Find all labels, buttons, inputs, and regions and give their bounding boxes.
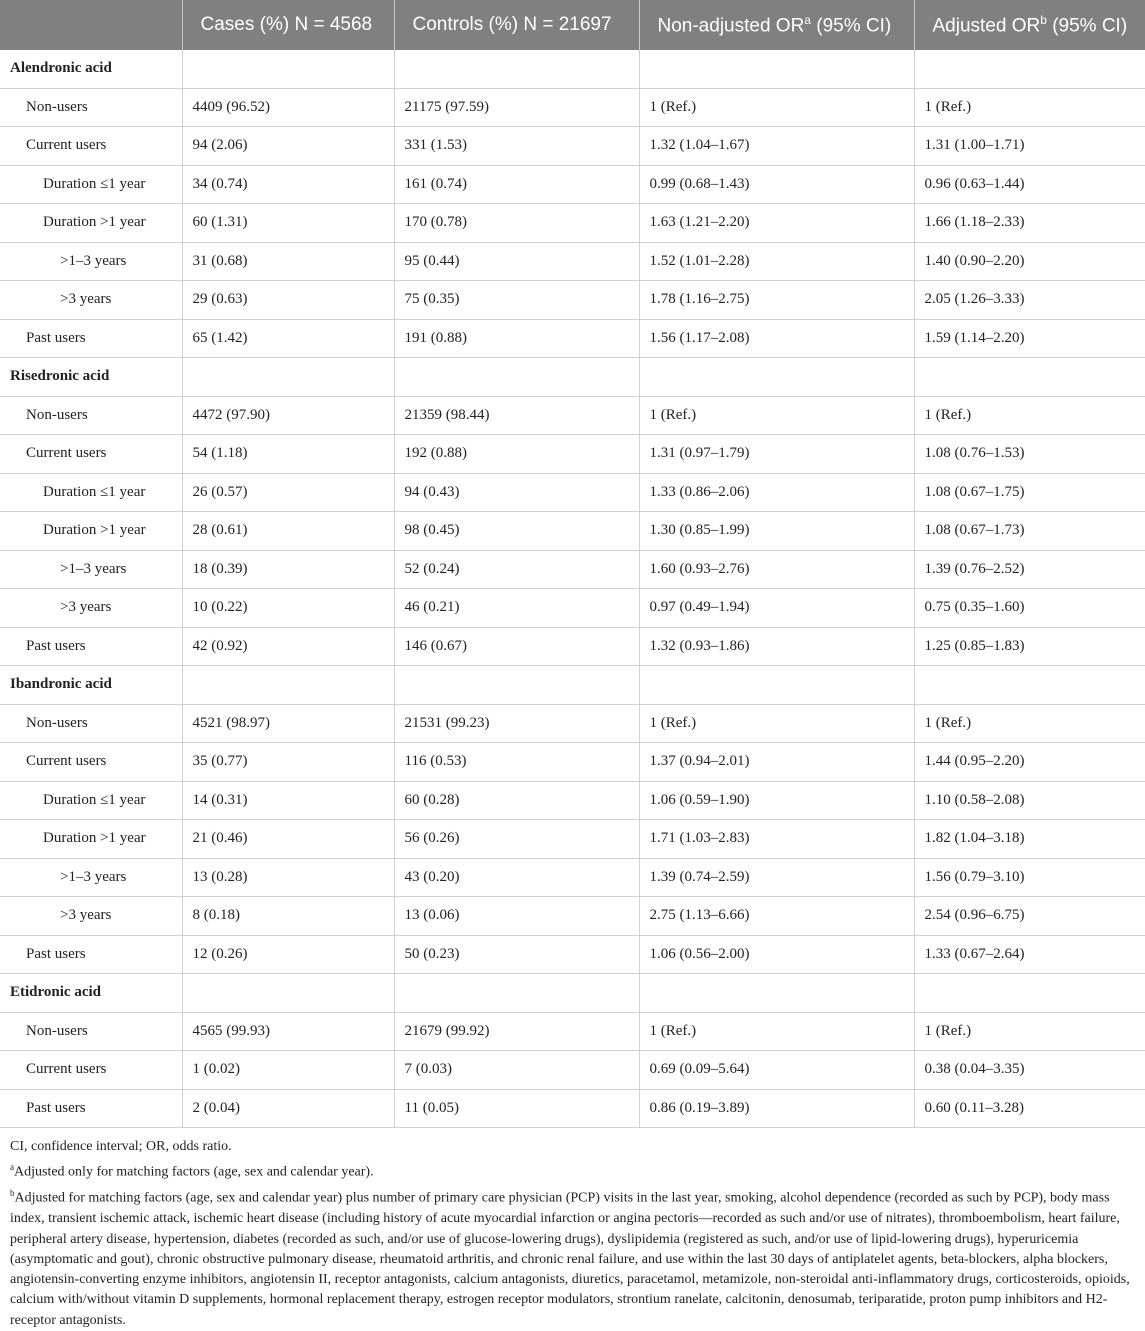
table-row [0, 242, 1145, 281]
cell-adjusted-or: 2.05 (1.26–3.33) [914, 281, 1145, 320]
cell-controls: 191 (0.88) [394, 319, 639, 358]
table-row [0, 858, 1145, 897]
cell-controls: 11 (0.05) [394, 1089, 639, 1128]
cell-nonadjusted-or: 1.37 (0.94–2.01) [639, 743, 914, 782]
header-adjusted-or: Adjusted $OR^b$ (95% CI) [914, 0, 1145, 50]
cell-adjusted-or: 1.44 (0.95–2.20) [914, 743, 1145, 782]
cell-adjusted-or: 1 (Ref.) [914, 1012, 1145, 1051]
row-label: Current users [0, 1051, 182, 1090]
row-label: Non-users [0, 704, 182, 743]
cell-controls: 94 (0.43) [394, 473, 639, 512]
cell-nonadjusted-or [639, 50, 914, 88]
table-row [0, 704, 1145, 743]
cell-nonadjusted-or: 1 (Ref.) [639, 704, 914, 743]
cell-cases [182, 358, 394, 397]
row-label: Past users [0, 627, 182, 666]
cell-cases: 8 (0.18) [182, 897, 394, 936]
footnotes [0, 1128, 1145, 1331]
row-label: Duration >1 year [0, 204, 182, 243]
cell-nonadjusted-or: 1.06 (0.59–1.90) [639, 781, 914, 820]
cell-nonadjusted-or: 1 (Ref.) [639, 88, 914, 127]
cell-controls: 116 (0.53) [394, 743, 639, 782]
cell-controls: 7 (0.03) [394, 1051, 639, 1090]
row-label: Current users [0, 435, 182, 474]
section-header-row [0, 666, 1145, 705]
cell-nonadjusted-or: 1.30 (0.85–1.99) [639, 512, 914, 551]
cell-controls: 192 (0.88) [394, 435, 639, 474]
table-row [0, 319, 1145, 358]
cell-adjusted-or: 1 (Ref.) [914, 704, 1145, 743]
row-label: Ibandronic acid [0, 666, 182, 705]
cell-adjusted-or: 1.59 (1.14–2.20) [914, 319, 1145, 358]
table-row [0, 435, 1145, 474]
cell-cases: 29 (0.63) [182, 281, 394, 320]
table-row [0, 1051, 1145, 1090]
table-row [0, 512, 1145, 551]
cell-nonadjusted-or: 1.31 (0.97–1.79) [639, 435, 914, 474]
row-label: Non-users [0, 88, 182, 127]
table-row [0, 1012, 1145, 1051]
cell-cases: 65 (1.42) [182, 319, 394, 358]
row-label: Duration ≤1 year [0, 473, 182, 512]
table-body [0, 50, 1145, 1128]
table-row [0, 281, 1145, 320]
cell-controls: 21359 (98.44) [394, 396, 639, 435]
cell-nonadjusted-or: 0.99 (0.68–1.43) [639, 165, 914, 204]
row-label: Current users [0, 743, 182, 782]
cell-nonadjusted-or: 0.86 (0.19–3.89) [639, 1089, 914, 1128]
table-row [0, 820, 1145, 859]
cell-controls: 98 (0.45) [394, 512, 639, 551]
section-header-row [0, 974, 1145, 1013]
header-cases: Cases (%) N = 4568 [182, 0, 394, 50]
row-label: Duration ≤1 year [0, 165, 182, 204]
row-label: Duration ≤1 year [0, 781, 182, 820]
row-label: >3 years [0, 897, 182, 936]
cell-adjusted-or: 0.60 (0.11–3.28) [914, 1089, 1145, 1128]
cell-nonadjusted-or: 1.33 (0.86–2.06) [639, 473, 914, 512]
section-header-row [0, 358, 1145, 397]
cell-controls [394, 974, 639, 1013]
cell-controls: 43 (0.20) [394, 858, 639, 897]
cell-adjusted-or: 1.25 (0.85–1.83) [914, 627, 1145, 666]
cell-nonadjusted-or: 1.32 (1.04–1.67) [639, 127, 914, 166]
cell-nonadjusted-or [639, 358, 914, 397]
cell-nonadjusted-or: 0.69 (0.09–5.64) [639, 1051, 914, 1090]
cell-cases: 54 (1.18) [182, 435, 394, 474]
table-row [0, 396, 1145, 435]
row-label: Non-users [0, 1012, 182, 1051]
cell-controls: 52 (0.24) [394, 550, 639, 589]
row-label: Risedronic acid [0, 358, 182, 397]
cell-nonadjusted-or: 0.97 (0.49–1.94) [639, 589, 914, 628]
row-label: >3 years [0, 589, 182, 628]
cell-controls: 161 (0.74) [394, 165, 639, 204]
cell-cases: 42 (0.92) [182, 627, 394, 666]
cell-nonadjusted-or: 1.60 (0.93–2.76) [639, 550, 914, 589]
cell-controls [394, 50, 639, 88]
cell-adjusted-or: 1.66 (1.18–2.33) [914, 204, 1145, 243]
cell-cases: 10 (0.22) [182, 589, 394, 628]
cell-cases: 31 (0.68) [182, 242, 394, 281]
cell-adjusted-or: 1.33 (0.67–2.64) [914, 935, 1145, 974]
cell-adjusted-or [914, 974, 1145, 1013]
table-row [0, 88, 1145, 127]
footnote-a: $^a$Adjusted only for matching factors (age, sex and calendar year). [10, 1162, 374, 1180]
cell-nonadjusted-or: 1.71 (1.03–2.83) [639, 820, 914, 859]
cell-nonadjusted-or: 1.06 (0.56–2.00) [639, 935, 914, 974]
table-row [0, 1089, 1145, 1128]
cell-controls: 46 (0.21) [394, 589, 639, 628]
cell-cases: 4409 (96.52) [182, 88, 394, 127]
cell-adjusted-or: 1.10 (0.58–2.08) [914, 781, 1145, 820]
cell-controls: 56 (0.26) [394, 820, 639, 859]
cell-nonadjusted-or [639, 974, 914, 1013]
cell-controls [394, 358, 639, 397]
table-row [0, 204, 1145, 243]
cell-adjusted-or: 1 (Ref.) [914, 396, 1145, 435]
row-label: >1–3 years [0, 242, 182, 281]
cell-cases: 2 (0.04) [182, 1089, 394, 1128]
table-row [0, 550, 1145, 589]
cell-cases: 35 (0.77) [182, 743, 394, 782]
cell-adjusted-or: 1.08 (0.67–1.73) [914, 512, 1145, 551]
cell-controls: 50 (0.23) [394, 935, 639, 974]
cell-adjusted-or: 1.08 (0.67–1.75) [914, 473, 1145, 512]
cell-adjusted-or: 1.40 (0.90–2.20) [914, 242, 1145, 281]
row-label: Non-users [0, 396, 182, 435]
table-row [0, 473, 1145, 512]
row-label: Duration >1 year [0, 512, 182, 551]
table-row [0, 743, 1145, 782]
cell-cases: 21 (0.46) [182, 820, 394, 859]
cell-controls: 13 (0.06) [394, 897, 639, 936]
cell-adjusted-or: 2.54 (0.96–6.75) [914, 897, 1145, 936]
cell-cases [182, 974, 394, 1013]
cell-adjusted-or: 1.08 (0.76–1.53) [914, 435, 1145, 474]
row-label: Past users [0, 319, 182, 358]
table-row [0, 127, 1145, 166]
table-header-row [0, 0, 1145, 50]
cell-controls [394, 666, 639, 705]
footnote-b: $^b$Adjusted for matching factors (age, sex and calendar year) plus number of primary care physician (PCP) visits in the last year, smoking, alcohol dependence (recorded as such by PCP), body mass index, transient ischemic attack, ischemic heart disease (including history of acute myocardial infarction or angina pectoris—recorded as such and/or use of nitrates), thromboembolism, heart failure, peripheral artery disease, hypertension, diabetes (recorded as such, and/or use of glucose-lowering drugs), dyslipidemia (registered as such, and/or use of lipid-lowering drugs), hyperuricemia (asymptomatic and gout), chronic obstructive pulmonary disease, rheumatoid arthritis, and chronic renal failure, and use within the last 30 days of antiplatelet agents, beta-blockers, alpha blockers, angiotensin-converting enzyme inhibitors, angiotensin II, receptor antagonists, calcium antagonists, diuretics, paracetamol, metamizole, non-steroidal anti-inflammatory drugs, corticosteroids, opioids, calcium with/without vitamin D supplements, hormonal replacement therapy, estrogen receptor modulators, strontium ranelate, calcitonin, denosumab, teriparatide, proton pump inhibitors and H2-receptor antagonists. [10, 1188, 1130, 1328]
cell-cases: 60 (1.31) [182, 204, 394, 243]
cell-adjusted-or [914, 358, 1145, 397]
row-label: Current users [0, 127, 182, 166]
cell-cases: 4565 (99.93) [182, 1012, 394, 1051]
cell-adjusted-or: 1.39 (0.76–2.52) [914, 550, 1145, 589]
header-nonadjusted-or: Non-adjusted $OR^a$ (95% CI) [639, 0, 914, 50]
row-label: Past users [0, 1089, 182, 1128]
cell-controls: 21175 (97.59) [394, 88, 639, 127]
row-label: >1–3 years [0, 858, 182, 897]
cell-cases: 1 (0.02) [182, 1051, 394, 1090]
cell-cases: 4472 (97.90) [182, 396, 394, 435]
table-row [0, 627, 1145, 666]
row-label: Etidronic acid [0, 974, 182, 1013]
cell-nonadjusted-or: 1.39 (0.74–2.59) [639, 858, 914, 897]
header-controls: Controls (%) N = 21697 [394, 0, 639, 50]
cell-nonadjusted-or [639, 666, 914, 705]
cell-cases: 28 (0.61) [182, 512, 394, 551]
table-row [0, 897, 1145, 936]
row-label: >1–3 years [0, 550, 182, 589]
cell-cases: 12 (0.26) [182, 935, 394, 974]
cell-controls: 21531 (99.23) [394, 704, 639, 743]
table-row [0, 781, 1145, 820]
table-row [0, 935, 1145, 974]
cell-adjusted-or: 1.56 (0.79–3.10) [914, 858, 1145, 897]
cell-nonadjusted-or: 1.52 (1.01–2.28) [639, 242, 914, 281]
footnote-abbreviations: CI, confidence interval; OR, odds ratio. [10, 1139, 232, 1154]
header-blank [0, 0, 182, 50]
cell-controls: 146 (0.67) [394, 627, 639, 666]
cell-adjusted-or: 0.75 (0.35–1.60) [914, 589, 1145, 628]
cell-controls: 60 (0.28) [394, 781, 639, 820]
cell-cases: 18 (0.39) [182, 550, 394, 589]
cell-nonadjusted-or: 1.63 (1.21–2.20) [639, 204, 914, 243]
cell-nonadjusted-or: 1.78 (1.16–2.75) [639, 281, 914, 320]
cell-controls: 170 (0.78) [394, 204, 639, 243]
cell-controls: 331 (1.53) [394, 127, 639, 166]
cell-nonadjusted-or: 1 (Ref.) [639, 1012, 914, 1051]
cell-cases: 26 (0.57) [182, 473, 394, 512]
row-label: >3 years [0, 281, 182, 320]
cell-adjusted-or: 0.96 (0.63–1.44) [914, 165, 1145, 204]
cell-adjusted-or [914, 50, 1145, 88]
cell-adjusted-or: 1.31 (1.00–1.71) [914, 127, 1145, 166]
cell-nonadjusted-or: 1 (Ref.) [639, 396, 914, 435]
cell-cases [182, 50, 394, 88]
cell-cases: 4521 (98.97) [182, 704, 394, 743]
row-label: Past users [0, 935, 182, 974]
cell-cases: 13 (0.28) [182, 858, 394, 897]
cell-cases: 94 (2.06) [182, 127, 394, 166]
cell-adjusted-or: 1.82 (1.04–3.18) [914, 820, 1145, 859]
cell-nonadjusted-or: 2.75 (1.13–6.66) [639, 897, 914, 936]
cell-controls: 75 (0.35) [394, 281, 639, 320]
cell-adjusted-or: 0.38 (0.04–3.35) [914, 1051, 1145, 1090]
cell-nonadjusted-or: 1.56 (1.17–2.08) [639, 319, 914, 358]
cell-adjusted-or: 1 (Ref.) [914, 88, 1145, 127]
row-label: Duration >1 year [0, 820, 182, 859]
cell-cases: 14 (0.31) [182, 781, 394, 820]
cell-cases [182, 666, 394, 705]
cell-controls: 95 (0.44) [394, 242, 639, 281]
cell-controls: 21679 (99.92) [394, 1012, 639, 1051]
table-row [0, 589, 1145, 628]
section-header-row [0, 50, 1145, 88]
cell-cases: 34 (0.74) [182, 165, 394, 204]
cell-nonadjusted-or: 1.32 (0.93–1.86) [639, 627, 914, 666]
table-row [0, 165, 1145, 204]
cell-adjusted-or [914, 666, 1145, 705]
row-label: Alendronic acid [0, 50, 182, 88]
